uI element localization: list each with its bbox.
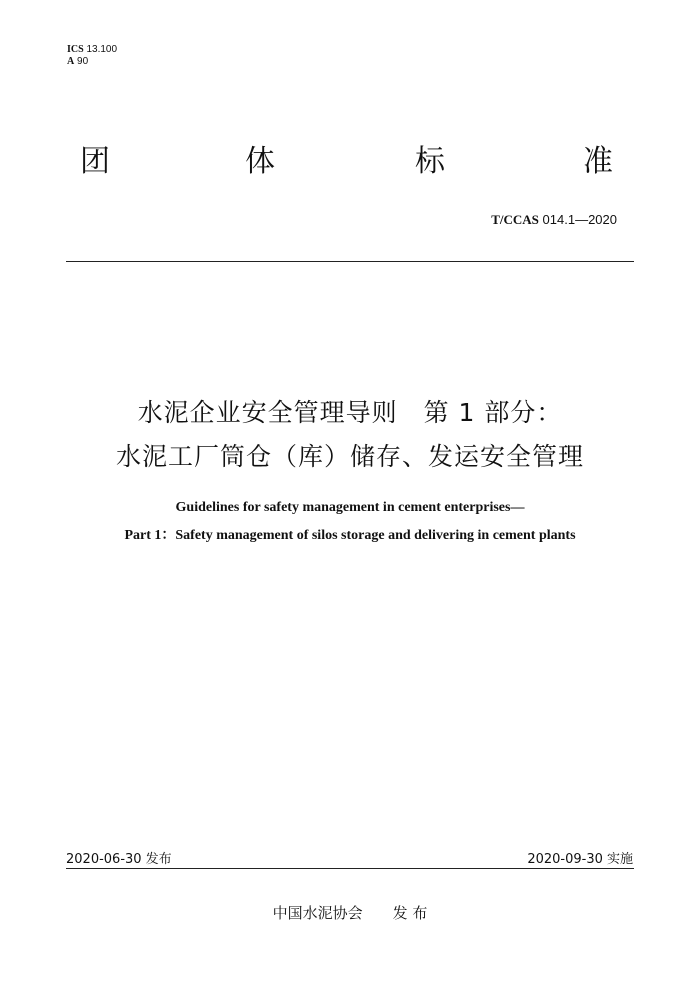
issue-date: 2020-06-30 发布	[66, 852, 172, 867]
ics-code	[67, 44, 117, 56]
standard-type-char-4: 准	[583, 144, 613, 179]
implement-date: 2020-09-30 实施	[527, 852, 633, 867]
standard-number-value: 014.1—2020	[542, 212, 617, 227]
ccs-label: A	[67, 56, 75, 67]
publisher-line	[0, 902, 700, 923]
publisher-action: 发 布	[392, 904, 428, 922]
title-cn-line-2: 水泥工厂筒仓（库）储存、发运安全管理	[115, 442, 584, 471]
standard-type-heading	[0, 142, 700, 182]
standard-type-char-1: 团	[80, 144, 110, 179]
standard-number	[491, 212, 617, 228]
footer-divider	[66, 868, 634, 869]
standard-number-prefix: T/CCAS	[491, 212, 539, 227]
standard-type-char-2: 体	[245, 144, 275, 179]
title-cn-line-1: 水泥企业安全管理导则 第 1 部分：	[137, 398, 563, 427]
classification-codes	[67, 44, 117, 68]
ccs-value: 90	[77, 56, 89, 67]
title-en-line-2: Part 1：Safety management of silos storage and delivering in cement plants	[124, 528, 576, 543]
title-en-line-1: Guidelines for safety management in cement enterprises—	[175, 500, 525, 515]
ccs-code	[67, 56, 117, 68]
publisher-name: 中国水泥协会	[272, 904, 363, 922]
standard-type-char-3: 标	[415, 144, 445, 179]
ics-label: ICS	[67, 44, 84, 55]
header-divider	[66, 261, 634, 262]
ics-value: 13.100	[86, 44, 118, 55]
